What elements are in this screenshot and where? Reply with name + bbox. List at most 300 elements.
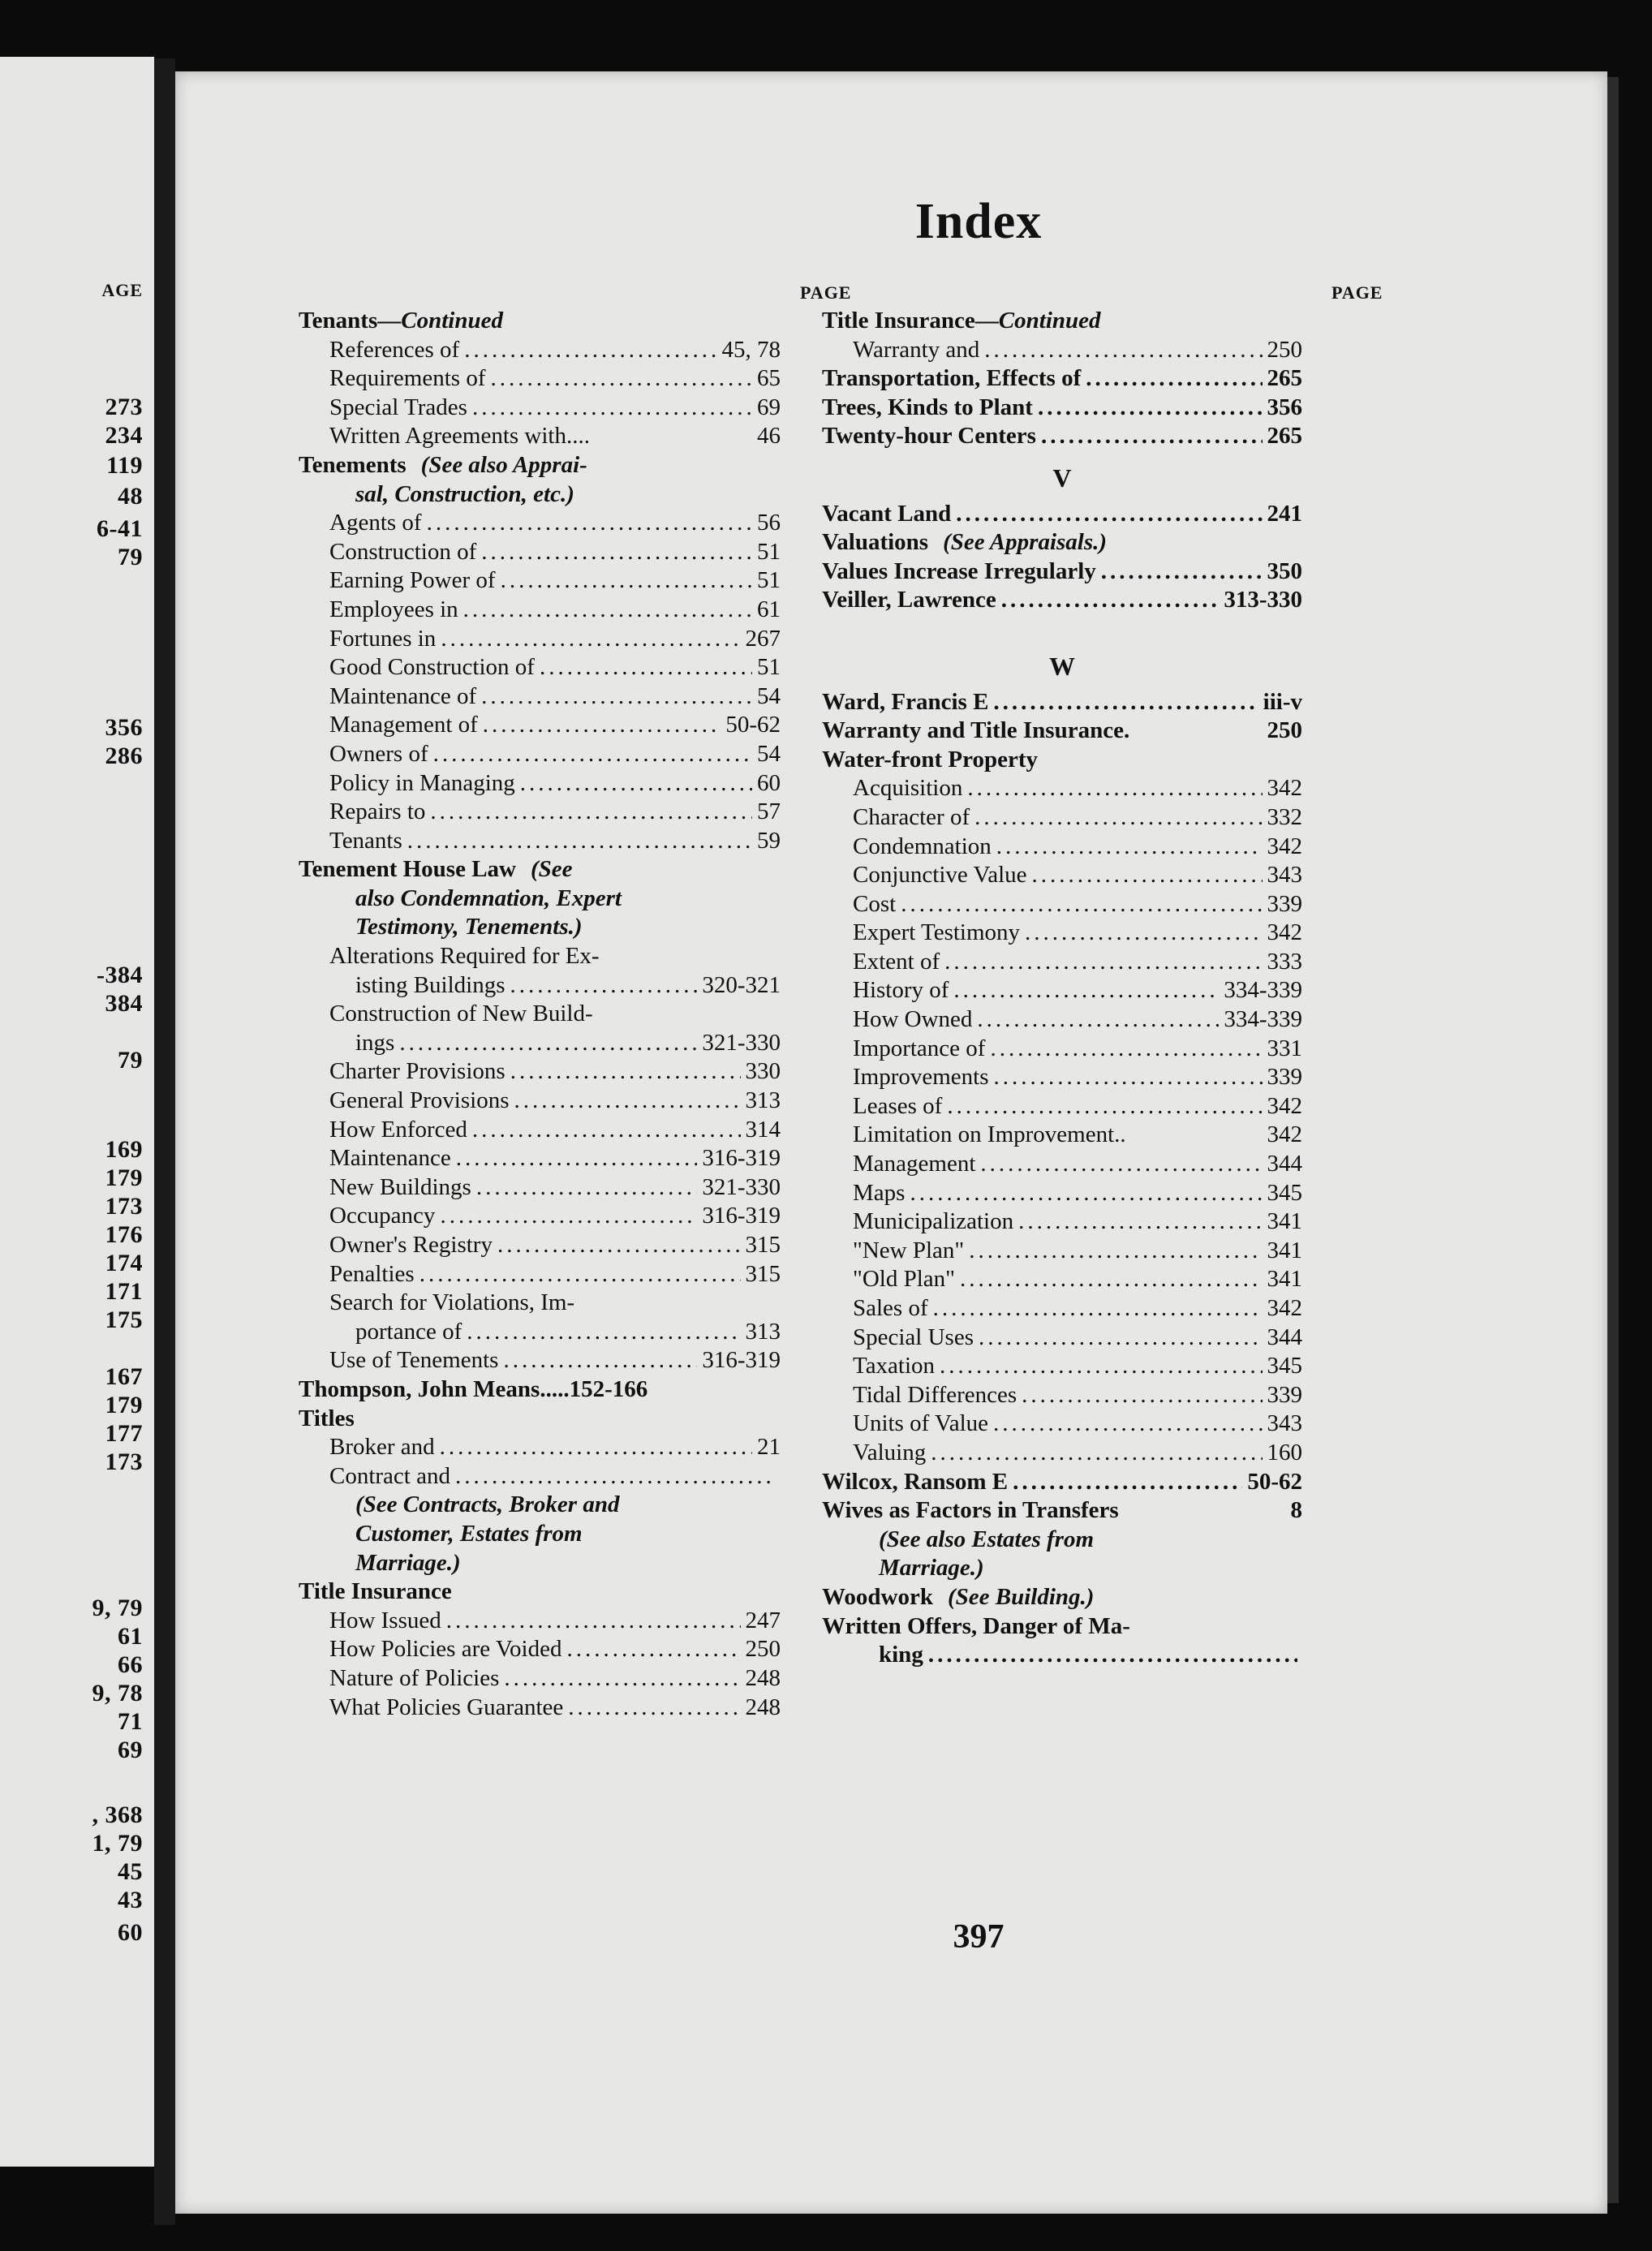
left-page-number: 356: [105, 714, 143, 741]
entry-page: 342: [1267, 919, 1302, 946]
left-page-number: 60: [118, 1919, 143, 1946]
dot-leader: [464, 336, 716, 365]
entry-term: Veiller, Lawrence: [822, 587, 996, 613]
entry-term: Warranty and: [853, 336, 980, 363]
entry-term: Special Trades: [329, 394, 467, 420]
entry-term: Tenement House Law: [299, 856, 516, 883]
index-subentry: [822, 1294, 1302, 1323]
entry-page: 250: [1267, 717, 1302, 744]
dot-leader: [933, 1294, 1263, 1323]
index-heading: [822, 717, 1302, 746]
dot-leader: [566, 1635, 740, 1664]
index-subentry: [299, 1260, 781, 1289]
page-title: Index: [914, 194, 1043, 249]
dot-leader: [980, 1150, 1262, 1179]
dot-leader: [1101, 557, 1263, 587]
entry-term: Title Insurance: [299, 1578, 452, 1605]
entry-term: Special Uses: [853, 1323, 974, 1350]
index-subentry: [822, 1381, 1302, 1410]
dot-leader: [455, 1462, 776, 1491]
entry-term: Policy in Managing: [329, 769, 515, 796]
entry-page: 21: [757, 1434, 781, 1461]
index-subentry: [822, 1265, 1302, 1294]
index-heading: [822, 688, 1302, 717]
entry-cross-reference: sal, Construction, etc.): [355, 480, 574, 507]
index-subentry: [822, 803, 1302, 833]
entry-term: Acquisition: [853, 775, 963, 802]
index-subentry: [299, 1029, 781, 1058]
entry-page: 334-339: [1224, 1006, 1302, 1033]
dot-leader: [1018, 1207, 1262, 1237]
entry-page: 61: [757, 596, 781, 622]
dot-leader: [540, 653, 752, 682]
entry-term: How Owned: [853, 1006, 973, 1033]
entry-page: 50-62: [1247, 1468, 1302, 1495]
index-heading: [822, 746, 1302, 775]
entry-term: Repairs to: [329, 798, 426, 825]
dot-leader: [1041, 422, 1263, 451]
index-heading: [299, 307, 781, 336]
entry-term: Employees in: [329, 596, 458, 622]
index-subentry: [299, 596, 781, 625]
left-page-number: 176: [105, 1221, 143, 1248]
entry-page: 313: [745, 1318, 781, 1345]
entry-page: 321-330: [702, 1029, 781, 1056]
entry-term: Good Construction of: [329, 654, 535, 681]
index-subentry: [822, 1005, 1302, 1035]
index-subentry: [299, 509, 781, 538]
page-edge: [1607, 77, 1619, 2203]
entry-term: Vacant Land: [822, 500, 952, 527]
dot-leader: [969, 1237, 1262, 1266]
entry-page: 56: [757, 510, 781, 536]
left-page-number: 167: [105, 1363, 143, 1390]
entry-note: (See: [531, 856, 573, 883]
dot-leader: [430, 798, 752, 827]
entry-term: Construction of: [329, 538, 477, 565]
entry-page: 332: [1267, 803, 1302, 830]
entry-term: Trees, Kinds to Plant: [822, 394, 1033, 420]
index-subentry: [299, 1087, 781, 1116]
entry-term: Written Offers, Danger of Ma-: [822, 1612, 1130, 1639]
entry-page: 54: [757, 682, 781, 709]
entry-page: 342: [1267, 1295, 1302, 1321]
entry-term: Contract and: [329, 1462, 450, 1489]
entry-term: Municipalization: [853, 1208, 1014, 1235]
entry-term: Transportation, Effects of: [822, 365, 1082, 392]
entry-page: 342: [1267, 1092, 1302, 1119]
dot-leader: [472, 1116, 741, 1145]
entry-term: Ward, Francis E: [822, 688, 989, 715]
entry-page: 265: [1267, 423, 1302, 450]
dot-leader: [990, 1035, 1262, 1064]
left-page-number: 173: [105, 1193, 143, 1220]
index-heading: [299, 855, 781, 884]
left-page-number: 173: [105, 1448, 143, 1475]
left-page-number: 179: [105, 1164, 143, 1191]
index-subentry: [299, 1664, 781, 1694]
entry-term: Character of: [853, 803, 970, 830]
entry-page: 356: [1267, 394, 1302, 420]
dot-leader: [947, 1092, 1262, 1121]
dot-leader: [463, 596, 752, 625]
index-subentry: [822, 336, 1302, 365]
entry-term: "New Plan": [853, 1237, 965, 1263]
entry-term: Wilcox, Ransom E: [822, 1468, 1009, 1495]
entry-page: 248: [745, 1664, 781, 1691]
dot-leader: [1038, 394, 1263, 423]
left-page-number: 234: [105, 422, 143, 449]
section-letter: V: [1052, 463, 1072, 493]
entry-page: 50-62: [725, 712, 781, 738]
entry-term: Sales of: [853, 1295, 928, 1321]
dot-leader: [476, 1173, 698, 1203]
dot-leader: [974, 803, 1262, 833]
entry-term: Occupancy: [329, 1203, 436, 1229]
index-subentry: [299, 336, 781, 365]
left-page-number: 9, 78: [92, 1680, 143, 1707]
left-page-number: -384: [97, 962, 143, 988]
index-column-left: [299, 307, 781, 1722]
index-subentry: [299, 538, 781, 567]
index-heading: [299, 1375, 781, 1405]
index-subentry: [299, 798, 781, 827]
index-subentry: [299, 1318, 781, 1347]
dot-leader: [481, 538, 752, 567]
entry-term: Charter Provisions: [329, 1058, 505, 1085]
entry-term: portance of: [355, 1318, 462, 1345]
index-subentry: [299, 1057, 781, 1087]
entry-term: Importance of: [853, 1035, 986, 1061]
entry-page: 316-319: [702, 1203, 781, 1229]
entry-term: How Issued: [329, 1607, 441, 1633]
index-heading: [822, 500, 1302, 529]
dot-leader: [967, 774, 1262, 803]
index-subentry: [822, 1063, 1302, 1092]
dot-leader: [1086, 364, 1262, 394]
entry-cross-reference: also Condemnation, Expert: [355, 884, 622, 911]
entry-page: 267: [745, 625, 781, 652]
index-subentry: [822, 1439, 1302, 1468]
dot-leader: [996, 833, 1263, 862]
entry-page: 46: [757, 423, 781, 450]
left-page-number: 6-41: [97, 515, 143, 542]
index-subentry: [822, 833, 1302, 862]
left-page-number: 9, 79: [92, 1595, 143, 1621]
entry-page: 250: [745, 1636, 781, 1663]
index-subentry: [822, 1237, 1302, 1266]
entry-term: Water-front Property: [822, 746, 1039, 773]
entry-page: 345: [1267, 1353, 1302, 1379]
entry-page: 342: [1267, 833, 1302, 859]
index-subentry: [299, 1607, 781, 1636]
dot-leader: [520, 769, 752, 798]
index-heading: [822, 422, 1302, 451]
index-subentry: [822, 1207, 1302, 1237]
dot-leader: [504, 1664, 740, 1694]
entry-page: 339: [1267, 1381, 1302, 1408]
index-heading: [822, 1641, 1302, 1670]
entry-term: Maintenance: [329, 1145, 451, 1172]
entry-note: Continued: [998, 308, 1101, 334]
left-page-number: 48: [118, 483, 143, 510]
dot-leader: [481, 682, 752, 712]
dot-leader: [1025, 919, 1262, 948]
index-subentry: [822, 1092, 1302, 1121]
left-page-number: 71: [118, 1708, 143, 1735]
entry-term: New Buildings: [329, 1173, 471, 1200]
dot-leader: [399, 1029, 697, 1058]
dot-leader: [993, 688, 1258, 717]
dot-leader: [956, 500, 1262, 529]
entry-page: 51: [757, 538, 781, 565]
left-page-number: 119: [106, 452, 143, 479]
entry-term: Warranty and Title Insurance.: [822, 717, 1130, 744]
entry-term: How Policies are Voided: [329, 1636, 562, 1663]
entry-page: 45, 78: [721, 336, 781, 363]
entry-term: Expert Testimony: [853, 919, 1021, 946]
entry-term: How Enforced: [329, 1116, 467, 1143]
entry-note: Continued: [401, 308, 503, 334]
dot-leader: [440, 1202, 697, 1231]
entry-page: 316-319: [702, 1347, 781, 1374]
entry-term: Tenants—: [299, 308, 402, 334]
index-heading: [822, 364, 1302, 394]
index-heading: [822, 307, 1302, 336]
entry-page: 314: [745, 1116, 781, 1143]
entry-note: (See Appraisals.): [943, 529, 1108, 556]
dot-leader: [441, 625, 740, 654]
entry-term: Requirements of: [329, 365, 486, 392]
dot-leader: [427, 509, 752, 538]
entry-term: Leases of: [853, 1092, 943, 1119]
dot-leader: [928, 1641, 1297, 1670]
left-page-number: 69: [118, 1737, 143, 1763]
left-page-header: AGE: [101, 280, 143, 300]
left-page-number: 179: [105, 1392, 143, 1418]
entry-term: Woodwork: [822, 1583, 933, 1610]
index-subentry: [299, 1144, 781, 1173]
index-heading: [822, 528, 1302, 557]
index-heading: [822, 394, 1302, 423]
dot-leader: [940, 1352, 1262, 1381]
entry-term: Penalties: [329, 1260, 415, 1287]
dot-leader: [1013, 1468, 1242, 1497]
dot-leader: [510, 971, 698, 1001]
index-subentry: [299, 1462, 781, 1491]
index-heading: [299, 1405, 781, 1434]
entry-term: Title Insurance—: [822, 308, 999, 334]
dot-leader: [931, 1439, 1262, 1468]
index-subentry: [822, 1352, 1302, 1381]
entry-term: Condemnation: [853, 833, 992, 859]
entry-term: Extent of: [853, 948, 940, 975]
entry-term: Management of: [329, 712, 478, 738]
entry-cross-reference: Marriage.): [879, 1555, 984, 1582]
entry-term: king: [879, 1642, 923, 1668]
entry-term: Management: [853, 1151, 976, 1177]
index-subentry: [299, 394, 781, 423]
left-page-number: 286: [105, 742, 143, 769]
index-page: [175, 71, 1607, 2214]
entry-page: 341: [1267, 1237, 1302, 1263]
index-subentry: [299, 1694, 781, 1723]
entry-page: 69: [757, 394, 781, 420]
index-subentry: [299, 1202, 781, 1231]
index-subentry: [822, 861, 1302, 890]
entry-page: 343: [1267, 862, 1302, 889]
entry-page: 65: [757, 365, 781, 392]
entry-term: Agents of: [329, 510, 422, 536]
entry-page: 57: [757, 798, 781, 825]
dot-leader: [501, 566, 752, 596]
entry-term: Valuing: [853, 1439, 927, 1466]
entry-cross-reference: (See Contracts, Broker and: [355, 1491, 620, 1518]
dot-leader: [944, 948, 1262, 977]
index-heading: [822, 1612, 1302, 1642]
index-subentry: [299, 740, 781, 769]
dot-leader: [467, 1318, 740, 1347]
entry-term: Cost: [853, 890, 897, 917]
index-subentry: [299, 942, 781, 971]
left-page-number: 175: [105, 1306, 143, 1333]
index-subentry: [299, 1346, 781, 1375]
index-subentry: [299, 827, 781, 856]
index-subentry: [822, 1179, 1302, 1208]
left-page-number: 79: [118, 1047, 143, 1074]
dot-leader: [901, 890, 1262, 919]
left-page-number: 174: [105, 1250, 143, 1276]
index-heading: [822, 1583, 1302, 1612]
index-heading: [299, 451, 781, 480]
entry-term: Written Agreements with....: [329, 423, 590, 450]
entry-page: 343: [1267, 1410, 1302, 1437]
index-subentry: [299, 769, 781, 798]
entry-page: 59: [757, 827, 781, 854]
index-heading: [299, 1577, 781, 1607]
dot-leader: [407, 827, 752, 856]
entry-term: Limitation on Improvement..: [853, 1121, 1126, 1148]
left-page-number: 45: [118, 1858, 143, 1885]
entry-page: 321-330: [702, 1173, 781, 1200]
entry-page: 320-321: [702, 971, 781, 998]
entry-term: Conjunctive Value: [853, 862, 1027, 889]
entry-page: 54: [757, 740, 781, 767]
dot-leader: [979, 1323, 1263, 1353]
entry-term: Owners of: [329, 740, 428, 767]
entry-term: Tenements: [299, 451, 407, 478]
index-subentry: [299, 1173, 781, 1203]
dot-leader: [984, 336, 1262, 365]
right-column-page-label: PAGE: [1331, 282, 1383, 303]
left-page-number: 169: [105, 1136, 143, 1163]
index-subentry: [822, 890, 1302, 919]
entry-page: 51: [757, 567, 781, 594]
index-subentry: [299, 1000, 781, 1029]
dot-leader: [568, 1694, 740, 1723]
entry-term: General Provisions: [329, 1087, 510, 1114]
left-page-number: 61: [118, 1623, 143, 1650]
entry-term: Maps: [853, 1179, 906, 1206]
entry-page: 265: [1267, 365, 1302, 392]
dot-leader: [910, 1179, 1262, 1208]
entry-term: Earning Power of: [329, 567, 496, 594]
entry-note: (See Building.): [947, 1583, 1095, 1610]
index-subentry: [822, 919, 1302, 948]
entry-cross-reference: (See also Estates from: [879, 1526, 1095, 1552]
left-page-number: 1, 79: [92, 1830, 143, 1857]
index-heading: [822, 557, 1302, 587]
left-page-number: 177: [105, 1420, 143, 1447]
index-heading: [822, 1468, 1302, 1497]
index-subentry: [822, 1035, 1302, 1064]
dot-leader: [1032, 861, 1263, 890]
index-subentry: [299, 711, 781, 740]
page-number: 397: [953, 1918, 1005, 1956]
entry-term: Nature of Policies: [329, 1664, 500, 1691]
index-subentry: [299, 1116, 781, 1145]
entry-term: Alterations Required for Ex-: [329, 943, 600, 970]
left-page-number: 43: [118, 1887, 143, 1913]
entry-term: What Policies Guarantee: [329, 1694, 564, 1720]
dot-leader: [433, 740, 752, 769]
entry-term: Construction of New Build-: [329, 1001, 593, 1027]
left-column-page-label: PAGE: [800, 282, 852, 303]
left-page-number: 66: [118, 1651, 143, 1678]
dot-leader: [503, 1346, 697, 1375]
entry-page: 313-330: [1224, 587, 1302, 613]
left-page-number: 79: [118, 544, 143, 570]
index-subentry: [822, 948, 1302, 977]
index-subentry: [299, 653, 781, 682]
entry-term: Wives as Factors in Transfers: [822, 1497, 1119, 1524]
entry-page: 350: [1267, 557, 1302, 584]
index-subentry: [299, 364, 781, 394]
entry-page: 331: [1267, 1035, 1302, 1061]
index-subentry: [822, 976, 1302, 1005]
dot-leader: [514, 1087, 741, 1116]
entry-page: 342: [1267, 1121, 1302, 1148]
entry-page: 160: [1267, 1439, 1302, 1466]
dot-leader: [1022, 1381, 1262, 1410]
entry-term: Valuations: [822, 529, 929, 556]
entry-term: Units of Value: [853, 1410, 989, 1437]
dot-leader: [510, 1057, 741, 1087]
entry-page: 315: [745, 1232, 781, 1258]
entry-page: 339: [1267, 1064, 1302, 1091]
entry-term: Values Increase Irregularly: [822, 557, 1096, 584]
index-subentry: [822, 1410, 1302, 1439]
entry-page: 344: [1267, 1151, 1302, 1177]
left-page-number: 171: [105, 1278, 143, 1305]
entry-page: 341: [1267, 1208, 1302, 1235]
entry-page: 51: [757, 654, 781, 681]
entry-page: 339: [1267, 890, 1302, 917]
entry-page: 247: [745, 1607, 781, 1633]
dot-leader: [483, 711, 721, 740]
index-subentry: [822, 774, 1302, 803]
entry-term: Use of Tenements: [329, 1347, 499, 1374]
left-page-number: 384: [105, 990, 143, 1017]
index-subentry: [299, 625, 781, 654]
entry-term: Maintenance of: [329, 682, 477, 709]
index-subentry: [299, 422, 781, 451]
dot-leader: [472, 394, 752, 423]
entry-term: Tidal Differences: [853, 1381, 1017, 1408]
entry-cross-reference: Customer, Estates from: [355, 1520, 583, 1547]
entry-page: 345: [1267, 1179, 1302, 1206]
index-subentry: [299, 971, 781, 1001]
